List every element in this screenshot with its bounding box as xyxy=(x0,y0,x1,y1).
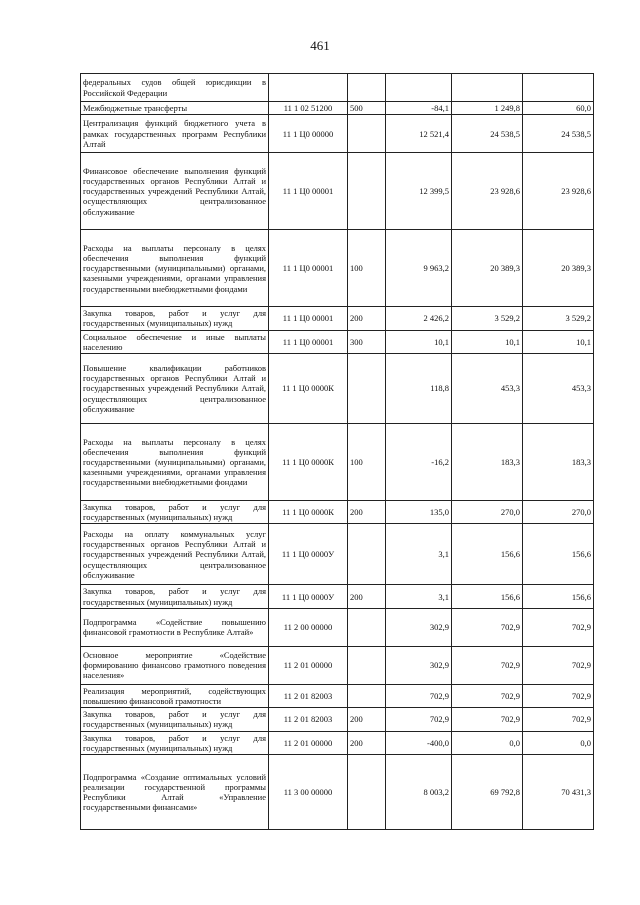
row-expense-type-cell xyxy=(348,115,386,153)
row-value-1-cell: -400,0 xyxy=(386,731,452,754)
row-code-cell xyxy=(269,74,348,102)
row-value-3-cell: 270,0 xyxy=(523,501,594,524)
table-row xyxy=(81,307,594,330)
row-value-3-cell: 70 431,3 xyxy=(523,755,594,830)
row-value-1-cell: 118,8 xyxy=(386,354,452,424)
row-value-3-cell: 24 538,5 xyxy=(523,115,594,153)
row-value-1-cell: 8 003,2 xyxy=(386,755,452,830)
row-code-cell: 11 1 Ц0 00000 xyxy=(269,115,348,153)
page-number: 461 xyxy=(310,38,330,53)
row-code-cell: 11 2 00 00000 xyxy=(269,608,348,646)
row-value-1-cell: 2 426,2 xyxy=(386,307,452,330)
row-expense-type-cell: 300 xyxy=(348,330,386,353)
row-expense-type-cell xyxy=(348,153,386,230)
table-row xyxy=(81,524,594,585)
row-name-cell: Подпрограмма «Создание оптимальных условий реализации государственной программы Республики Алтай «Управление государственными финансами» xyxy=(81,755,269,830)
row-value-2-cell: 156,6 xyxy=(452,585,523,608)
row-name-cell: Расходы на выплаты персоналу в целях обеспечения выполнения функций государственными (муниципальными) органами, казенными учреждениями, органами управления государственными внебюджетными фондами xyxy=(81,230,269,307)
row-value-3-cell: 3 529,2 xyxy=(523,307,594,330)
table-row xyxy=(81,115,594,153)
row-name-cell: Закупка товаров, работ и услуг для государственных (муниципальных) нужд xyxy=(81,708,269,731)
row-value-1-cell: 12 399,5 xyxy=(386,153,452,230)
table-row xyxy=(81,646,594,684)
row-value-1-cell: 702,9 xyxy=(386,684,452,707)
row-value-3-cell: 10,1 xyxy=(523,330,594,353)
row-expense-type-cell xyxy=(348,684,386,707)
row-value-2-cell: 24 538,5 xyxy=(452,115,523,153)
row-value-3-cell: 453,3 xyxy=(523,354,594,424)
row-value-1-cell: 10,1 xyxy=(386,330,452,353)
row-expense-type-cell: 200 xyxy=(348,585,386,608)
table-row xyxy=(81,354,594,424)
row-value-3-cell: 156,6 xyxy=(523,585,594,608)
row-value-2-cell: 702,9 xyxy=(452,608,523,646)
row-value-2-cell: 702,9 xyxy=(452,684,523,707)
row-code-cell: 11 1 Ц0 0000К xyxy=(269,424,348,501)
row-name-cell: Централизация функций бюджетного учета в рамках государственных программ Республики Алтай xyxy=(81,115,269,153)
row-value-3-cell: 183,3 xyxy=(523,424,594,501)
row-value-1-cell xyxy=(386,74,452,102)
row-value-1-cell: 302,9 xyxy=(386,646,452,684)
row-value-3-cell xyxy=(523,74,594,102)
row-name-cell: Расходы на выплаты персоналу в целях обеспечения выполнения функций государственными (муниципальными) органами, казенными учреждениями, органами управления государственными внебюджетными фондами xyxy=(81,424,269,501)
row-value-3-cell: 156,6 xyxy=(523,524,594,585)
table-row xyxy=(81,731,594,754)
row-value-1-cell: 3,1 xyxy=(386,585,452,608)
row-code-cell: 11 2 01 00000 xyxy=(269,646,348,684)
row-code-cell: 11 1 Ц0 0000К xyxy=(269,354,348,424)
row-expense-type-cell xyxy=(348,74,386,102)
row-value-3-cell: 20 389,3 xyxy=(523,230,594,307)
row-expense-type-cell xyxy=(348,524,386,585)
row-value-2-cell: 183,3 xyxy=(452,424,523,501)
row-code-cell: 11 2 01 82003 xyxy=(269,684,348,707)
table-row xyxy=(81,424,594,501)
table-row xyxy=(81,501,594,524)
row-name-cell: Подпрограмма «Содействие повышению финансовой грамотности в Республике Алтай» xyxy=(81,608,269,646)
row-value-1-cell: -16,2 xyxy=(386,424,452,501)
row-value-1-cell: 12 521,4 xyxy=(386,115,452,153)
table-row xyxy=(81,755,594,830)
row-name-cell: Социальное обеспечение и иные выплаты населению xyxy=(81,330,269,353)
budget-table-body xyxy=(81,74,594,830)
row-code-cell: 11 1 Ц0 0000У xyxy=(269,524,348,585)
row-value-2-cell: 20 389,3 xyxy=(452,230,523,307)
table-row xyxy=(81,74,594,102)
row-value-1-cell: 135,0 xyxy=(386,501,452,524)
table-row xyxy=(81,102,594,115)
row-name-cell: Расходы на оплату коммунальных услуг государственных органов Республики Алтай и государственных учреждений Республики Алтай, осуществляющих централизованное обслуживание xyxy=(81,524,269,585)
row-value-1-cell: -84,1 xyxy=(386,102,452,115)
table-row xyxy=(81,708,594,731)
table-row xyxy=(81,585,594,608)
row-name-cell: Реализация мероприятий, содействующих повышению финансовой грамотности xyxy=(81,684,269,707)
row-value-2-cell: 3 529,2 xyxy=(452,307,523,330)
row-expense-type-cell: 200 xyxy=(348,708,386,731)
row-value-3-cell: 0,0 xyxy=(523,731,594,754)
row-name-cell: Закупка товаров, работ и услуг для государственных (муниципальных) нужд xyxy=(81,501,269,524)
row-name-cell: Закупка товаров, работ и услуг для государственных (муниципальных) нужд xyxy=(81,585,269,608)
row-value-1-cell: 3,1 xyxy=(386,524,452,585)
row-code-cell: 11 1 Ц0 00001 xyxy=(269,153,348,230)
row-name-cell: федеральных судов общей юрисдикции в Российской Федерации xyxy=(81,74,269,102)
row-name-cell: Финансовое обеспечение выполнения функций государственных органов Республики Алтай и государственных учреждений Республики Алтай, осуществляющих централизованное обслуживание xyxy=(81,153,269,230)
table-row xyxy=(81,230,594,307)
row-code-cell: 11 3 00 00000 xyxy=(269,755,348,830)
row-name-cell: Закупка товаров, работ и услуг для государственных (муниципальных) нужд xyxy=(81,731,269,754)
row-expense-type-cell: 100 xyxy=(348,424,386,501)
table-row xyxy=(81,153,594,230)
row-code-cell: 11 2 01 82003 xyxy=(269,708,348,731)
row-value-2-cell: 156,6 xyxy=(452,524,523,585)
row-expense-type-cell xyxy=(348,646,386,684)
row-name-cell: Основное мероприятие «Содействие формированию финансово грамотного поведения населения» xyxy=(81,646,269,684)
row-expense-type-cell: 100 xyxy=(348,230,386,307)
row-code-cell: 11 1 Ц0 0000К xyxy=(269,501,348,524)
row-expense-type-cell: 200 xyxy=(348,307,386,330)
row-value-2-cell: 0,0 xyxy=(452,731,523,754)
row-value-1-cell: 9 963,2 xyxy=(386,230,452,307)
row-value-3-cell: 702,9 xyxy=(523,646,594,684)
row-value-1-cell: 702,9 xyxy=(386,708,452,731)
row-value-2-cell xyxy=(452,74,523,102)
budget-table xyxy=(80,73,594,830)
row-expense-type-cell: 200 xyxy=(348,731,386,754)
row-value-3-cell: 702,9 xyxy=(523,708,594,731)
row-name-cell: Повышение квалификации работников государственных органов Республики Алтай и государственных учреждений Республики Алтай, осуществляющих централизованное обслуживание xyxy=(81,354,269,424)
row-expense-type-cell xyxy=(348,608,386,646)
row-value-2-cell: 69 792,8 xyxy=(452,755,523,830)
row-value-2-cell: 1 249,8 xyxy=(452,102,523,115)
row-value-3-cell: 60,0 xyxy=(523,102,594,115)
row-name-cell: Закупка товаров, работ и услуг для государственных (муниципальных) нужд xyxy=(81,307,269,330)
row-name-cell: Межбюджетные трансферты xyxy=(81,102,269,115)
row-value-2-cell: 702,9 xyxy=(452,708,523,731)
row-expense-type-cell: 200 xyxy=(348,501,386,524)
row-code-cell: 11 1 02 51200 xyxy=(269,102,348,115)
row-expense-type-cell: 500 xyxy=(348,102,386,115)
row-value-1-cell: 302,9 xyxy=(386,608,452,646)
table-row xyxy=(81,330,594,353)
row-code-cell: 11 1 Ц0 00001 xyxy=(269,307,348,330)
row-value-2-cell: 270,0 xyxy=(452,501,523,524)
table-row xyxy=(81,608,594,646)
row-code-cell: 11 1 Ц0 00001 xyxy=(269,330,348,353)
row-code-cell: 11 1 Ц0 00001 xyxy=(269,230,348,307)
row-value-2-cell: 702,9 xyxy=(452,646,523,684)
row-expense-type-cell xyxy=(348,755,386,830)
row-value-3-cell: 702,9 xyxy=(523,684,594,707)
table-row xyxy=(81,684,594,707)
row-value-2-cell: 453,3 xyxy=(452,354,523,424)
row-code-cell: 11 2 01 00000 xyxy=(269,731,348,754)
row-value-3-cell: 23 928,6 xyxy=(523,153,594,230)
row-value-3-cell: 702,9 xyxy=(523,608,594,646)
row-value-2-cell: 10,1 xyxy=(452,330,523,353)
row-value-2-cell: 23 928,6 xyxy=(452,153,523,230)
row-expense-type-cell xyxy=(348,354,386,424)
row-code-cell: 11 1 Ц0 0000У xyxy=(269,585,348,608)
